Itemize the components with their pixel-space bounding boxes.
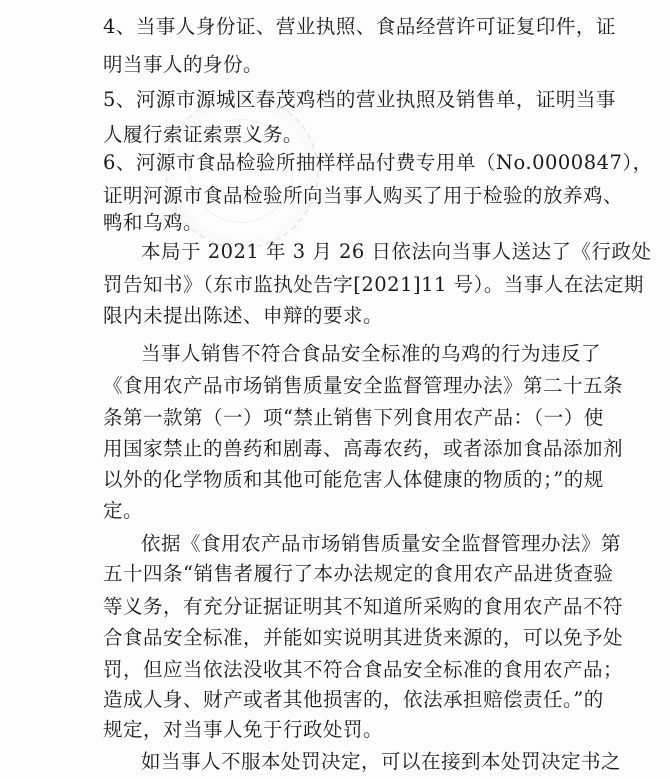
text-line: 罚告知书》（东市监执处告字[2021]11 号）。当事人在法定期 bbox=[103, 273, 644, 296]
text-line: 罚，但应当依法没收其不符合食品安全标准的食用农产品； bbox=[103, 658, 624, 681]
text-line: 《食用农产品市场销售质量安全监督管理办法》第二十五条 bbox=[103, 374, 624, 397]
text-line: 等义务，有充分证据证明其不知道所采购的食用农产品不符 bbox=[103, 595, 624, 618]
text-line: 造成人身、财产或者其他损害的，依法承担赔偿责任。”的 bbox=[103, 688, 604, 711]
text-line: 本局于 2021 年 3 月 26 日依法向当事人送达了《行政处 bbox=[141, 240, 652, 263]
text-line: 条第一款第（一）项“禁止销售下列食用农产品：（一）使 bbox=[103, 406, 604, 429]
text-line: 规定，对当事人免于行政处罚。 bbox=[103, 718, 384, 741]
text-line: 人履行索证索票义务。 bbox=[103, 123, 304, 146]
text-line: 当事人销售不符合食品安全标准的乌鸡的行为违反了 bbox=[141, 342, 602, 365]
text-line: 明当事人的身份。 bbox=[103, 53, 264, 76]
text-line: 五十四条“销售者履行了本办法规定的食用农产品进货查验 bbox=[103, 562, 614, 585]
text-line: 用国家禁止的兽药和剧毒、高毒农药，或者添加食品添加剂 bbox=[103, 437, 624, 460]
text-line: 以外的化学物质和其他可能危害人体健康的物质的；”的规 bbox=[103, 468, 604, 491]
text-line: 依据《食用农产品市场销售质量安全监督管理办法》第 bbox=[141, 532, 622, 555]
text-line: 5、河源市源城区春茂鸡档的营业执照及销售单，证明当事 bbox=[103, 88, 616, 111]
text-line: 证明河源市食品检验所向当事人购买了用于检验的放养鸡、 bbox=[103, 184, 624, 207]
text-line: 4、当事人身份证、营业执照、食品经营许可证复印件，证 bbox=[103, 15, 616, 38]
text-line: 鸭和乌鸡。 bbox=[103, 211, 204, 234]
text-line: 6、河源市食品检验所抽样样品付费专用单（No.0000847）， bbox=[103, 151, 653, 174]
text-line: 限内未提出陈述、申辩的要求。 bbox=[103, 304, 384, 327]
text-line: 如当事人不服本处罚决定，可以在接到本处罚决定书之 bbox=[141, 750, 622, 773]
text-line: 合食品安全标准，并能如实说明其进货来源的，可以免予处 bbox=[103, 626, 624, 649]
text-line: 定。 bbox=[103, 499, 144, 522]
